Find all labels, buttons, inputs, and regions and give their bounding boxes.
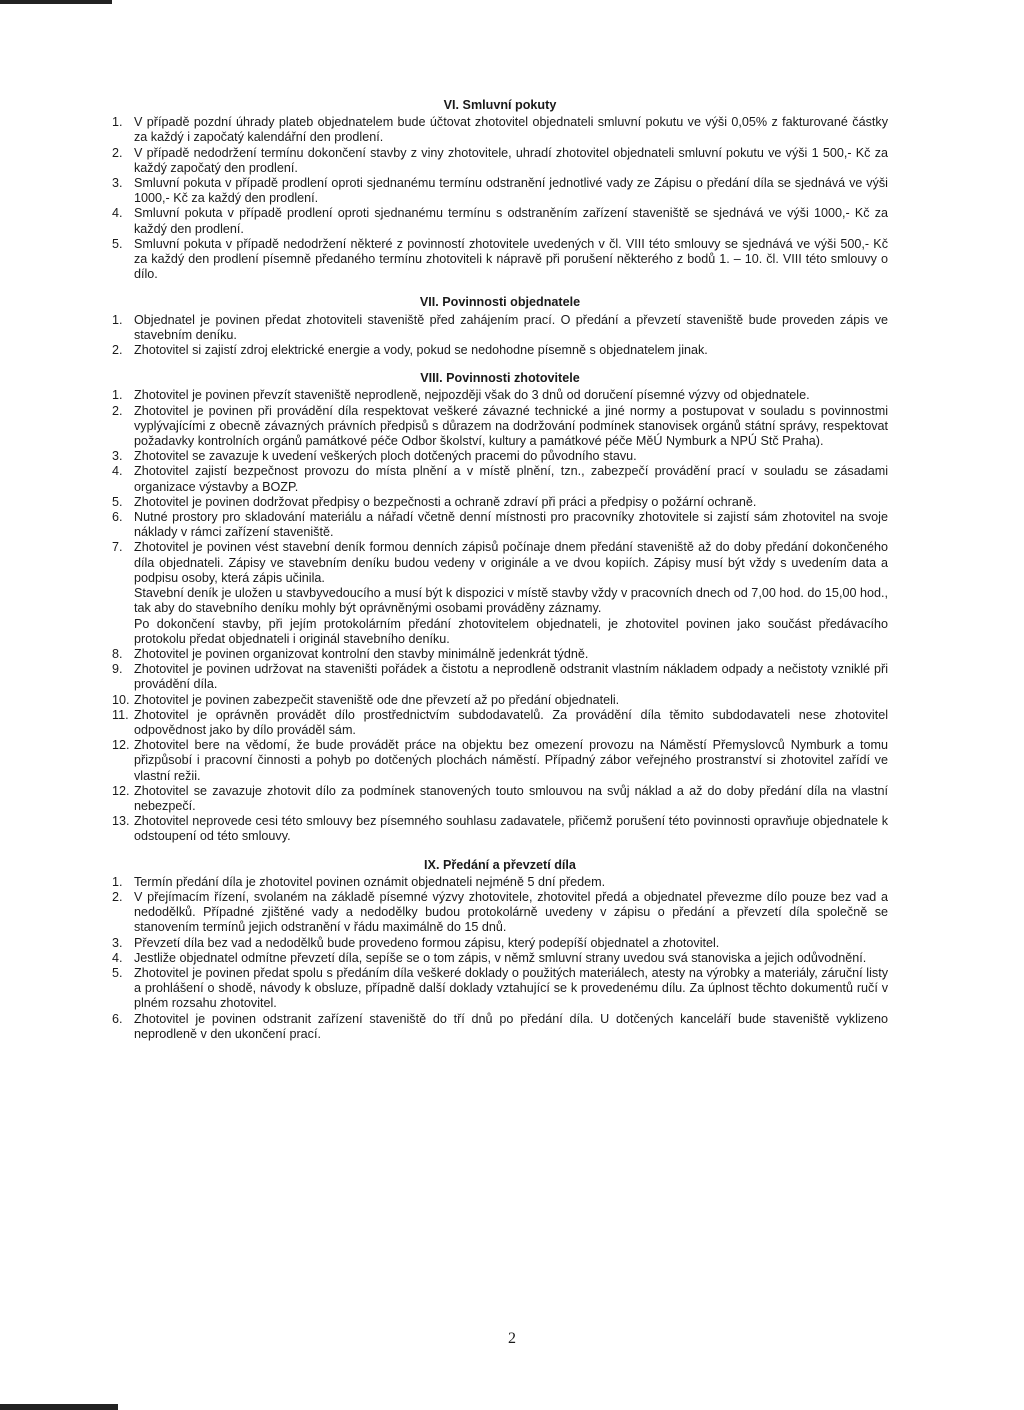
clause-text: Zhotovitel je povinen předat spolu s předáním díla veškeré doklady o použitých materiálech, atesty na výrobky a materiály, záruční listy a prohlášení o shodě, návody k obsluze, případně další doklady vztahující se k provedenému dílu. Za úplnost těchto dokumentů ručí v plném rozsahu zhotovitel. (134, 965, 888, 1011)
clause-number: 6. (112, 1011, 123, 1026)
clause-item (112, 1012, 888, 1042)
clause-item (112, 115, 888, 145)
clause-item (112, 951, 888, 966)
clause-item (112, 738, 888, 784)
clause-number: 9. (112, 662, 123, 677)
clause-text: Jestliže objednatel odmítne převzetí díla, sepíše se o tom zápis, v němž smluvní strany uvedou svá stanoviska a jejich odůvodnění. (134, 950, 867, 965)
contract-section (112, 858, 888, 1042)
clause-text: Zhotovitel bere na vědomí, že bude provádět práce na objektu bez omezení provozu na Náměstí Přemyslovců Nymburk a tomu přizpůsobí i pracovní činnosti a pohyb po dotčených plochách náměstí. Případný zábor veřejného prostranství si zhotovitel zařídí ve vlastní režii. (134, 738, 888, 783)
clause-item (112, 936, 888, 951)
clause-number: 4. (112, 464, 123, 479)
clause-text: Nutné prostory pro skladování materiálu a nářadí včetně denní místnosti pro pracovníky zhotovitele si zajistí sám zhotovitel na svoje náklady v rámci zařízení staveniště. (134, 510, 888, 540)
clause-item (112, 662, 888, 692)
clause-item (112, 449, 888, 464)
contract-section (112, 295, 888, 358)
clause-item (112, 510, 888, 540)
clause-number: 3. (112, 176, 123, 191)
clause-number: 12. (112, 738, 130, 753)
scan-edge-mark (0, 0, 112, 4)
clause-item (112, 237, 888, 283)
contract-section (112, 371, 888, 844)
clause-text: Stavební deník je uložen u stavbyvedoucího a musí být k dispozici v místě stavby vždy v pracovních dnech od 7,00 hod. do 15,00 hod., tak aby do stavebního deníku mohly být oprávněnými osobami prováděny záznamy. (134, 586, 888, 616)
clause-number: 1. (112, 312, 123, 327)
clause-number: 5. (112, 494, 123, 509)
clause-text: Zhotovitel je povinen organizovat kontrolní den stavby minimálně jedenkrát týdně. (134, 646, 589, 661)
clause-text: Objednatel je povinen předat zhotoviteli staveniště před zahájením prací. O předání a převzetí staveniště bude proveden zápis ve stavebním deníku. (134, 312, 888, 342)
clause-number: 7. (112, 540, 123, 555)
clause-item (112, 206, 888, 236)
clause-number: 3. (112, 935, 123, 950)
clause-text: Smluvní pokuta v případě prodlení oproti sjednanému termínu s odstraněním zařízení staveniště se sjednává ve výši 1000,- Kč za každý den prodlení. (134, 206, 888, 236)
scan-edge-mark (0, 1404, 118, 1410)
clause-text: Zhotovitel je povinen dodržovat předpisy o bezpečnosti a ochraně zdraví při práci a předpisy o požární ochraně. (134, 494, 757, 509)
clause-item (112, 814, 888, 844)
clause-list (112, 875, 888, 1042)
clause-text: V přejímacím řízení, svolaném na základě písemné výzvy zhotovitele, zhotovitel předá a objednatel převezme dílo pouze bez vad a nedodělků. Případné zjištěné vady a nedodělky budou protokolárně uvedeny v zápisu o předání a převzetí díla společně se stanovením termínů jejich odstranění v řádu maximálně do 15 dnů. (134, 889, 888, 935)
page-number: 2 (508, 1330, 516, 1347)
clause-item (112, 495, 888, 510)
clause-item (112, 540, 888, 646)
clause-text: V případě nedodržení termínu dokončení stavby z viny zhotovitele, uhradí zhotovitel objednateli smluvní pokutu ve výši 1 500,- Kč za každý započatý den prodlení. (134, 145, 888, 175)
clause-item (112, 784, 888, 814)
clause-number: 11. (112, 707, 129, 722)
clause-item (112, 464, 888, 494)
clause-item (112, 404, 888, 450)
clause-number: 2. (112, 889, 123, 904)
section-title: VIII. Povinnosti zhotovitele (420, 371, 580, 386)
clause-number: 2. (112, 145, 123, 160)
clause-item (112, 313, 888, 343)
contract-page (112, 98, 888, 1055)
clause-item (112, 875, 888, 890)
clause-item (112, 176, 888, 206)
clause-text: Termín předání díla je zhotovitel povinen oznámit objednateli nejméně 5 dní předem. (134, 874, 606, 889)
clause-text: Zhotovitel zajistí bezpečnost provozu do místa plnění a v místě plnění, tzn., zabezpečí provádění prací v souladu se zásadami organizace výstavby a BOZP. (134, 464, 888, 494)
clause-number: 5. (112, 236, 123, 251)
clause-number: 6. (112, 510, 123, 525)
clause-number: 4. (112, 206, 123, 221)
clause-item (112, 647, 888, 662)
clause-text: V případě pozdní úhrady plateb objednatelem bude účtovat zhotovitel objednateli smluvní pokutu ve výši 0,05% z fakturované částky za každý i započatý kalendářní den prodlení. (134, 115, 888, 145)
clause-number: 1. (112, 115, 123, 130)
clause-item (112, 693, 888, 708)
clause-item (112, 890, 888, 936)
clause-text: Převzetí díla bez vad a nedodělků bude provedeno formou zápisu, který podepíší objednatel a zhotovitel. (134, 935, 720, 950)
clause-text: Zhotovitel je povinen odstranit zařízení staveniště do tří dnů po předání díla. U dotčených kanceláří bude staveniště vyklizeno neprodleně v den ukončení prací. (134, 1011, 888, 1041)
clause-text: Zhotovitel se zavazuje k uvedení veškerých ploch dotčených pracemi do původního stavu. (134, 449, 637, 464)
clause-text: Zhotovitel se zavazuje zhotovit dílo za podmínek stanovených touto smlouvou na svůj náklad a až do doby předání díla na vlastní nebezpečí. (134, 783, 888, 813)
clause-item (112, 388, 888, 403)
section-title: IX. Předání a převzetí díla (424, 857, 576, 872)
clause-number: 10. (112, 692, 130, 707)
clause-text: Zhotovitel si zajistí zdroj elektrické energie a vody, pokud se nedohodne písemně s objednatelem jinak. (134, 343, 708, 358)
clause-list (112, 115, 888, 282)
clause-number: 5. (112, 965, 123, 980)
section-title: VII. Povinnosti objednatele (419, 295, 581, 310)
clause-list (112, 313, 888, 359)
clause-item (112, 966, 888, 1012)
clause-number: 4. (112, 950, 123, 965)
clause-list (112, 388, 888, 844)
clause-number: 1. (112, 388, 123, 403)
clause-text: Po dokončení stavby, při jejím protokolárním předání zhotovitelem objednateli, je zhotovitel povinen jako součást předávacího protokolu předat objednateli i originál stavebního deníku. (134, 616, 888, 646)
clause-number: 8. (112, 646, 123, 661)
clause-number: 2. (112, 343, 123, 358)
clause-text: Zhotovitel je povinen udržovat na staveništi pořádek a čistotu a neprodleně odstranit vlastním nákladem odpady a nečistoty vzniklé při provádění díla. (134, 662, 888, 692)
clause-text: Zhotovitel je povinen zabezpečit staveniště ode dne převzetí až po předání objednateli. (134, 692, 620, 707)
section-title: VI. Smluvní pokuty (443, 98, 557, 112)
clause-number: 13. (112, 814, 130, 829)
clause-text: Zhotovitel je povinen převzít staveniště neprodleně, nejpozději však do 3 dnů od doručení písemné výzvy od objednatele. (134, 388, 810, 403)
contract-section (112, 98, 888, 282)
clause-text: Smluvní pokuta v případě prodlení oproti sjednanému termínu odstranění jednotlivé vady ze Zápisu o předání díla se sjednává ve výši 1000,- Kč za každý den prodlení. (134, 176, 888, 206)
clause-item (112, 708, 888, 738)
clause-number: 3. (112, 449, 123, 464)
clause-item (112, 146, 888, 176)
clause-number: 1. (112, 874, 123, 889)
clause-item (112, 343, 888, 358)
clause-text: Zhotovitel je oprávněn provádět dílo prostřednictvím subdodavatelů. Za provádění díla těmito subdodavateli nese zhotovitel odpovědnost jako by dílo prováděl sám. (134, 707, 888, 737)
clause-text: Zhotovitel je povinen při provádění díla respektovat veškeré závazné technické a jiné normy a postupovat v souladu s povinnostmi vyplývajícími z obecně závazných právních předpisů s důrazem na dodržování podmínek stanovisek orgánů státní správy, respektovat požadavky kontrolních orgánů památkové péče Odbor školství, kultury a památkové péče MěÚ Nymburk a NPÚ Stč Praha). (134, 403, 888, 449)
clause-text: Zhotovitel je povinen vést stavební deník formou denních zápisů počínaje dnem předání staveniště až do doby předání dokončeného díla objednateli. Zápisy ve stavebním deníku budou vedeny v originále a ve dvou kopiích. Zápisy musí být vždy s uvedením data a podpisu osoby, která zápis učinila. (134, 540, 888, 585)
clause-number: 2. (112, 403, 123, 418)
clause-text: Zhotovitel neprovede cesi této smlouvy bez písemného souhlasu zadavatele, přičemž porušení této povinnosti opravňuje objednatele k odstoupení od této smlouvy. (134, 814, 888, 844)
clause-number: 12. (112, 783, 130, 798)
clause-text: Smluvní pokuta v případě nedodržení některé z povinností zhotovitele uvedených v čl. VIII této smlouvy se sjednává ve výši 500,- Kč za každý den prodlení písemně předaného termínu zhotoviteli k nápravě při porušení některého z bodů 1. – 10. čl. VIII této smlouvy o dílo. (134, 236, 888, 282)
